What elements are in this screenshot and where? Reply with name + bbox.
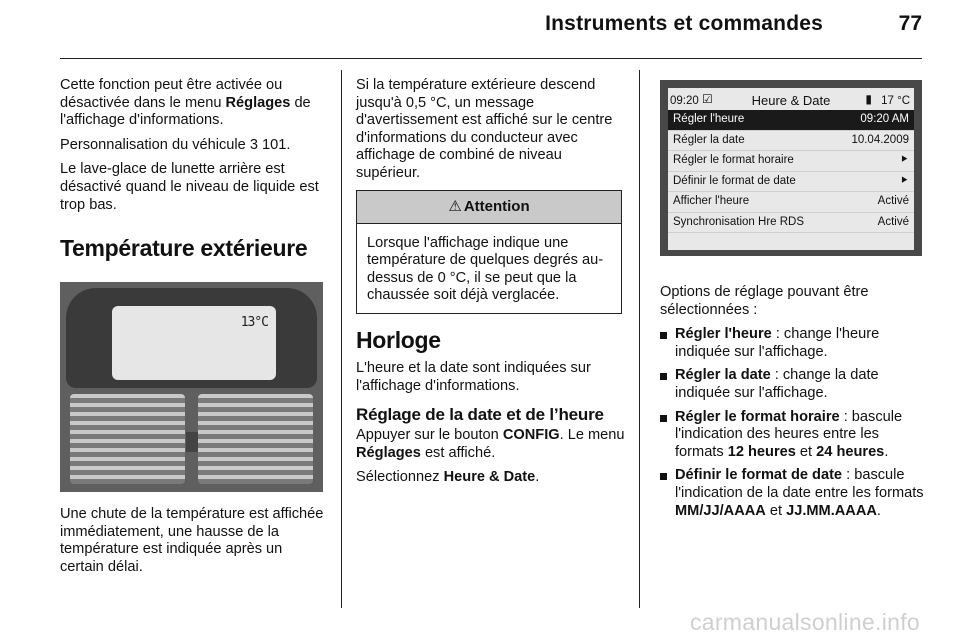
- paragraph-horloge: L'heure et la date sont indiquées sur l'affichage d'informations.: [356, 359, 591, 394]
- outside-temperature-readout: 13°C: [240, 315, 268, 331]
- info-display-screenshot: [660, 80, 922, 256]
- paragraph-lave-glace: Le lave-glace de lunette arrière est désactivé quand le niveau de liquide est trop bas.: [60, 161, 319, 213]
- column-divider-1: [341, 70, 342, 608]
- attention-header: ⚠ Attention: [357, 191, 621, 224]
- column-divider-2: [639, 70, 640, 608]
- display-clock: 09:20: [670, 95, 699, 107]
- display-menu: [668, 110, 914, 250]
- column-1: [60, 77, 326, 584]
- page-reference-arrow[interactable]: 3: [249, 136, 258, 153]
- chevron-right-icon: ⯈: [899, 154, 909, 166]
- warning-triangle-icon: ⚠: [448, 197, 462, 215]
- check-icon: ☑: [702, 92, 713, 106]
- header-divider: [60, 58, 922, 59]
- dashboard-screen: [112, 306, 276, 380]
- list-item: Régler la date : change la date indiquée sur l'affichage.: [660, 367, 925, 402]
- air-vent-left: [70, 394, 185, 484]
- list-item: Régler le format horaire : bascule l'indication des heures entre les formats 12 heures et 24 heures.: [660, 409, 925, 462]
- options-list: [660, 326, 925, 520]
- paragraph-temperature-delay: Une chute de la température est affichée immédiatement, une hausse de la température est indiquée après un certain délai.: [60, 506, 324, 575]
- air-vent-right: [198, 394, 313, 484]
- page-number: 77: [898, 12, 922, 35]
- menu-row-format-horaire[interactable]: Régler le format horaire ⯈: [668, 151, 914, 172]
- display-status-bar: [668, 88, 914, 111]
- menu-row-regler-heure[interactable]: Régler l'heure 09:20 AM: [668, 110, 914, 131]
- attention-text: Lorsque l'affichage indique une température de quelques degrés au-dessus de 0 °C, il se peut que la chaussée soit déjà verglacée.: [367, 234, 604, 304]
- column-2: [356, 77, 626, 494]
- menu-row-format-date[interactable]: Définir le format de date ⯈: [668, 172, 914, 193]
- paragraph-options-intro: Options de réglage pouvant être sélectionnées :: [660, 284, 869, 318]
- door-icon: ▮: [865, 92, 872, 106]
- paragraph-warning-message: Si la température extérieure descend jusqu'à 0,5 °C, un message d'avertissement est affiché sur le centre d'informations du conducteur avec affichage de combiné de niveau supérieur.: [356, 77, 613, 181]
- watermark: carmanualsonline.info: [689, 609, 920, 635]
- paragraph-select: Sélectionnez Heure & Date.: [356, 469, 540, 486]
- display-title: Heure & Date: [751, 93, 831, 108]
- paragraph-personalisation: Personnalisation du véhicule 3 101.: [60, 136, 291, 153]
- column-3: [660, 77, 925, 526]
- subheading-reglage: Réglage de la date et de l’heure: [356, 405, 604, 425]
- attention-box: [356, 190, 622, 314]
- menu-row-regler-date[interactable]: Régler la date 10.04.2009: [668, 131, 914, 152]
- list-item: Régler l'heure : change l'heure indiquée sur l'affichage.: [660, 326, 925, 361]
- menu-row-synchro-rds[interactable]: Synchronisation Hre RDS Activé: [668, 213, 914, 234]
- paragraph-activation: Cette fonction peut être activée ou désactivée dans le menu Réglages de l'affichage d'informations.: [60, 77, 311, 129]
- menu-row-afficher-heure[interactable]: Afficher l'heure Activé: [668, 192, 914, 213]
- section-heading-horloge: Horloge: [356, 326, 441, 353]
- display-temperature: 17 °C: [881, 95, 910, 107]
- chevron-right-icon: ⯈: [899, 174, 909, 187]
- dashboard-photo: [60, 282, 323, 492]
- page-header-title: Instruments et commandes: [545, 12, 823, 35]
- section-heading-temperature: Température extérieure: [60, 235, 308, 262]
- list-item: Définir le format de date : bascule l'indication de la date entre les formats MM/JJ/AAAA et JJ.MM.AAAA.: [660, 467, 925, 520]
- paragraph-config: Appuyer sur le bouton CONFIG. Le menu Réglages est affiché.: [356, 427, 625, 461]
